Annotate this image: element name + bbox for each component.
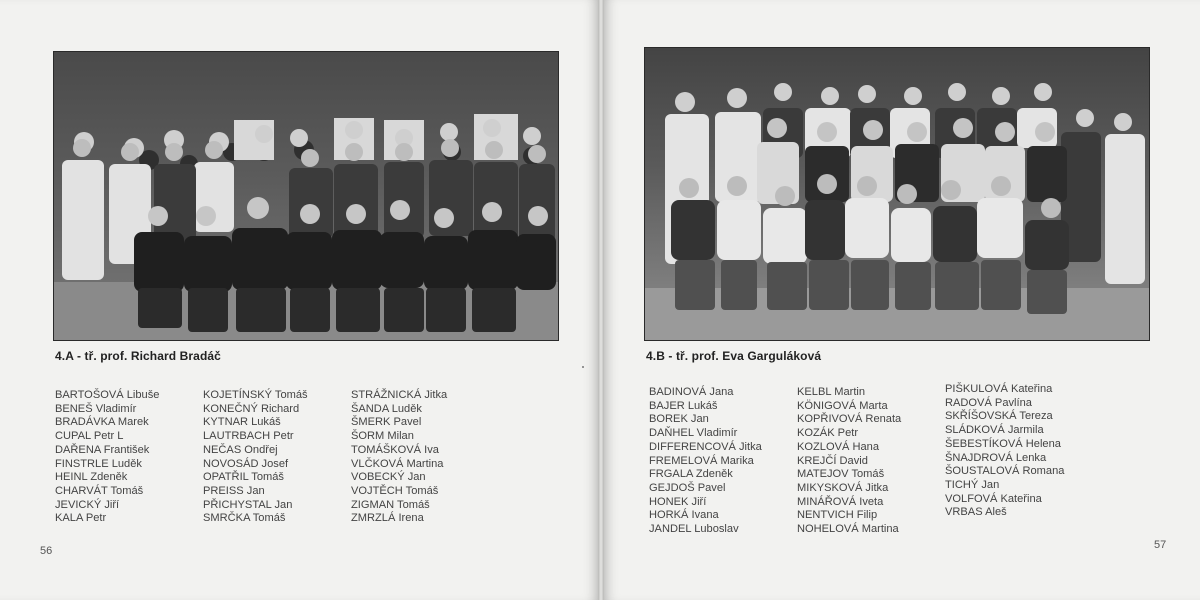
student-name: BRADÁVKA Marek	[55, 416, 149, 429]
student-name: LAUTRBACH Petr	[203, 430, 294, 443]
student-name: GEJDOŠ Pavel	[649, 481, 726, 494]
student-name: DAŇHEL Vladimír	[649, 427, 738, 440]
student-name: ZMRZLÁ Irena	[351, 512, 424, 525]
student-name: JANDEL Luboslav	[649, 523, 739, 536]
student-name: BARTOŠOVÁ Libuše	[55, 389, 160, 401]
student-name: OPATŘIL Tomáš	[203, 471, 284, 484]
student-name: SLÁDKOVÁ Jarmila	[945, 424, 1044, 437]
print-speck	[582, 366, 584, 368]
student-name: FINSTRLE Luděk	[55, 457, 142, 470]
right-page	[604, 0, 1200, 600]
student-name: VRBAS Aleš	[945, 506, 1007, 519]
student-name: KONEČNÝ Richard	[203, 402, 300, 415]
student-list-4b-col2	[797, 386, 901, 537]
student-name: BENEŠ Vladimír	[55, 402, 137, 415]
student-name: KALA Petr	[55, 512, 107, 525]
class-photo-4b	[644, 47, 1150, 341]
student-name: NOVOSÁD Josef	[203, 457, 289, 470]
student-list-4a-col3	[351, 389, 447, 526]
student-name: HEINL Zdeněk	[55, 471, 128, 484]
student-name: SKŘÍŠOVSKÁ Tereza	[945, 410, 1053, 423]
student-name: NEČAS Ondřej	[203, 443, 278, 456]
student-name: BOREK Jan	[649, 413, 709, 426]
student-name: VOJTĚCH Tomáš	[351, 484, 439, 497]
student-name: VLČKOVÁ Martina	[351, 457, 444, 470]
left-page	[0, 0, 598, 600]
student-name: KELBL Martin	[797, 386, 866, 398]
page-number-right: 57	[1154, 539, 1167, 551]
student-name: STRÁŽNICKÁ Jitka	[351, 389, 448, 401]
student-list-4b-col3	[945, 383, 1064, 520]
student-name: ŠOUSTALOVÁ Romana	[945, 465, 1065, 478]
student-name: FREMELOVÁ Marika	[649, 454, 754, 467]
student-name: NOHELOVÁ Martina	[797, 523, 899, 536]
student-name: HORKÁ Ivana	[649, 509, 719, 522]
student-name: TICHÝ Jan	[945, 478, 1000, 491]
student-name: JEVICKÝ Jiří	[55, 498, 120, 511]
student-name: KOZÁK Petr	[797, 427, 859, 440]
student-name: ŠMERK Pavel	[351, 416, 422, 429]
student-name: MINÁŘOVÁ Iveta	[797, 495, 884, 508]
page-number-left: 56	[40, 545, 53, 557]
student-name: KYTNAR Lukáš	[203, 416, 281, 429]
student-list-4b-col1	[649, 386, 762, 537]
student-name: KOZLOVÁ Hana	[797, 440, 880, 453]
student-name: KOJETÍNSKÝ Tomáš	[203, 389, 308, 401]
student-list-4a-col2	[203, 389, 308, 526]
student-name: RADOVÁ Pavlína	[945, 396, 1032, 409]
student-name: SMRČKA Tomáš	[203, 512, 286, 525]
student-name: PŘICHYSTAL Jan	[203, 498, 293, 511]
student-name: KREJČÍ David	[797, 454, 868, 467]
student-name: PREISS Jan	[203, 484, 265, 497]
student-name: ŠANDA Luděk	[351, 402, 422, 415]
student-name: ŠEBESTÍKOVÁ Helena	[945, 437, 1061, 450]
student-list-4a-col1	[55, 389, 159, 526]
student-name: KÖNIGOVÁ Marta	[797, 399, 888, 412]
student-name: VOBECKÝ Jan	[351, 471, 426, 484]
student-name: MIKYSKOVÁ Jitka	[797, 481, 889, 494]
student-name: ŠORM Milan	[351, 430, 414, 443]
student-name: FRGALA Zdeněk	[649, 468, 733, 481]
student-name: NENTVICH Filip	[797, 509, 878, 522]
class-caption-4a: 4.A - tř. prof. Richard Bradáč	[55, 349, 221, 363]
class-caption-4b: 4.B - tř. prof. Eva Garguláková	[646, 349, 822, 363]
student-name: ZIGMAN Tomáš	[351, 498, 430, 511]
student-name: KOPŘIVOVÁ Renata	[797, 413, 902, 426]
student-name: PIŠKULOVÁ Kateřina	[945, 383, 1053, 395]
student-name: VOLFOVÁ Kateřina	[945, 492, 1042, 505]
student-name: HONEK Jiří	[649, 495, 707, 508]
student-name: DIFFERENCOVÁ Jitka	[649, 440, 762, 453]
student-name: TOMÁŠKOVÁ Iva	[351, 443, 439, 456]
student-name: BADINOVÁ Jana	[649, 386, 734, 398]
student-name: ŠNAJDROVÁ Lenka	[945, 451, 1047, 464]
student-name: MATEJOV Tomáš	[797, 468, 885, 481]
class-photo-4a	[53, 51, 559, 341]
student-name: CUPAL Petr L	[55, 430, 124, 443]
student-name: BAJER Lukáš	[649, 399, 718, 412]
student-name: DAŘENA František	[55, 443, 150, 456]
student-name: CHARVÁT Tomáš	[55, 484, 144, 497]
